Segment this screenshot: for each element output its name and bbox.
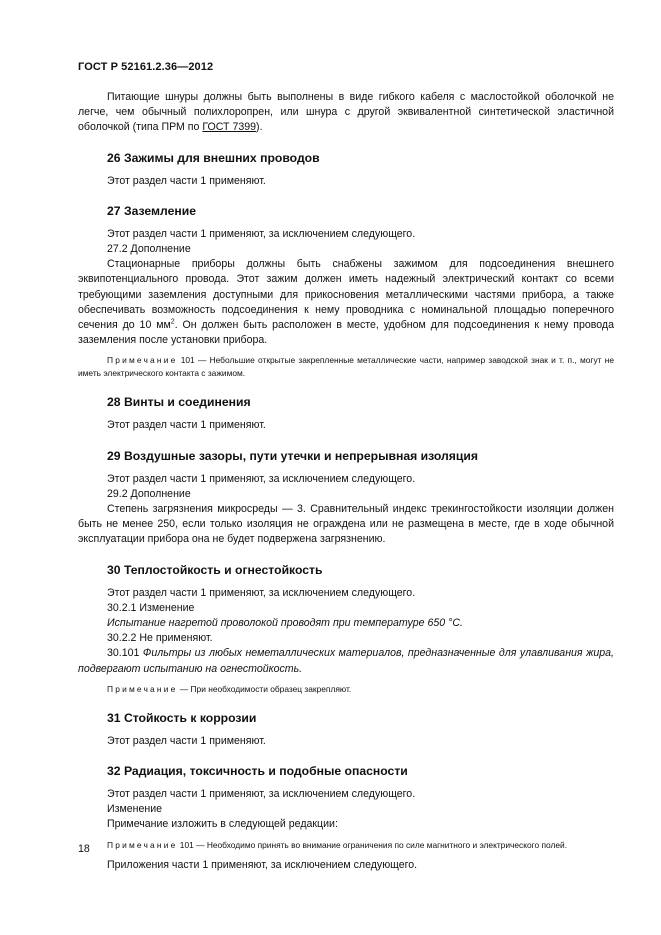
section-30-line1: Этот раздел части 1 применяют, за исключением следующего. (107, 586, 416, 599)
section-29-line1: Этот раздел части 1 применяют, за исключением следующего. (107, 472, 416, 485)
note-text: 101 — Небольшие открытые закрепленные металлические части, например заводской знак и т. п., могут не иметь электрического контакта с зажимом. (78, 355, 614, 379)
note-label: Примечание (107, 683, 178, 694)
section-28-body: Этот раздел части 1 применяют. (107, 419, 266, 432)
section-31-heading: 31 Стойкость к коррозии (107, 710, 257, 725)
section-30-heading: 30 Теплостойкость и огнестойкость (107, 562, 323, 577)
section-32-note (78, 839, 614, 852)
clause-text: Фильтры из любых неметаллических материалов, предназначенные для улавливания жира, подвергают испытанию на огнестойкость. (78, 647, 614, 675)
note-label: Примечание (107, 839, 178, 850)
section-28-heading: 28 Винты и соединения (107, 395, 251, 410)
intro-text-end: ). (256, 121, 263, 134)
page-number: 18 (78, 843, 90, 855)
section-32-line1: Этот раздел части 1 применяют, за исключением следующего. (107, 788, 416, 801)
clause-number: 30.101 (107, 647, 143, 660)
section-26-body: Этот раздел части 1 применяют. (107, 174, 266, 187)
section-32-closing: Приложения части 1 применяют, за исключением следующего. (107, 858, 418, 871)
intro-text: Питающие шнуры должны быть выполнены в виде гибкого кабеля с маслостойкой оболочкой не легче, чем обычный полихлоропрен, или шнура с другой эквивалентной синтетической эластичной оболочкой (типа ПРМ по (78, 91, 614, 134)
section-27-para-text: Стационарные приборы должны быть снабжены зажимом для подсоединения внешнего эквипотенциального провода. Этот зажим должен иметь надежный электрический контакт со всеми требующими заземления доступными для прикосновения металлическими частями прибора, а также обеспечивать возможность подсоединения к нему проводника с номинальной площадью поперечного сечения до 10 мм (78, 258, 614, 332)
standard-header: ГОСТ Р 52161.2.36—2012 (78, 61, 214, 73)
section-26-heading: 26 Зажимы для внешних проводов (107, 150, 320, 165)
section-32-line2: Изменение (107, 803, 163, 816)
note-label: Примечание (107, 355, 178, 366)
section-27-line1: Этот раздел части 1 применяют, за исключением следующего. (107, 227, 416, 240)
section-29-heading: 29 Воздушные зазоры, пути утечки и непрерывная изоляция (107, 448, 478, 463)
section-29-line2: 29.2 Дополнение (107, 487, 191, 500)
section-27-line2: 27.2 Дополнение (107, 243, 191, 256)
intro-paragraph (78, 90, 614, 136)
note-text: 101 — Необходимо принять во внимание ограничения по силе магнитного и электрического полей. (177, 839, 568, 850)
section-30-note (78, 683, 614, 696)
section-27-note (78, 354, 614, 380)
section-32-line3: Примечание изложить в следующей редакции: (107, 818, 338, 831)
section-32-heading: 32 Радиация, токсичность и подобные опасности (107, 764, 408, 779)
note-text: — При необходимости образец закрепляют. (177, 683, 352, 694)
document-body (78, 90, 614, 873)
superscript: 2 (170, 318, 175, 326)
section-30-line3: Испытание нагретой проволокой проводят при температуре 650 °С. (107, 617, 463, 630)
section-27-paragraph (78, 257, 614, 348)
section-30-line4: 30.2.2 Не применяют. (107, 632, 213, 645)
section-27-para-end: . Он должен быть расположен в месте, удобном для подсоединения к нему провода заземления после установки прибора. (78, 319, 614, 347)
section-31-body: Этот раздел части 1 применяют. (107, 734, 266, 747)
section-27-heading: 27 Заземление (107, 203, 197, 218)
section-29-paragraph: Степень загрязнения микросреды — 3. Сравнительный индекс трекингостойкости изоляции должен быть не менее 250, если только изоляция не ограждена или не размещена в месте, где в ходе обычной эксплуатации прибора она не будет подвержена загрязнению. (78, 503, 614, 546)
section-30-line2: 30.2.1 Изменение (107, 601, 195, 614)
section-30-paragraph (78, 646, 614, 676)
gost-7399-link[interactable]: ГОСТ 7399 (202, 121, 257, 134)
